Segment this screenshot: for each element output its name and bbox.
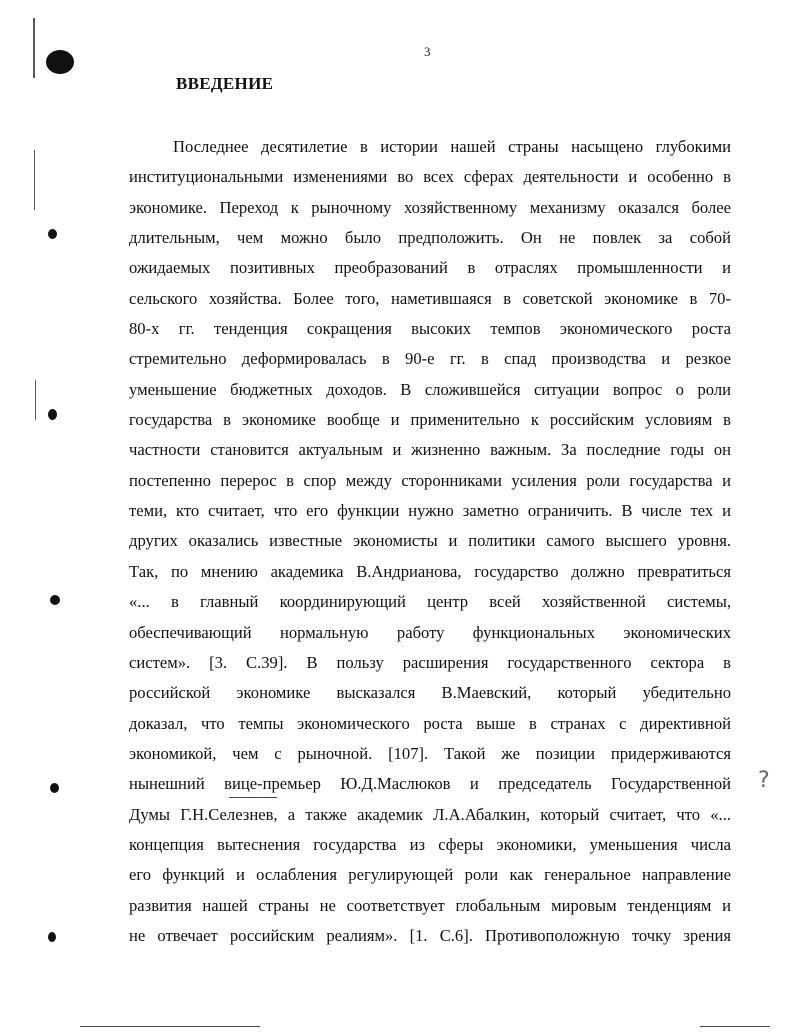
text-line: ожидаемых позитивных преобразований в отраслях промышленности и	[129, 258, 731, 278]
text-line: экономикой, чем с рыночной. [107]. Такой же позиции придерживаются	[129, 743, 731, 763]
text-line: развития нашей страны не соответствует глобальным мировым тенденциям и	[129, 895, 731, 915]
text-line: Последнее десятилетие в истории нашей страны насыщено глубокими	[173, 137, 731, 156]
text-line: государства в экономике вообще и применительно к российским условиям в	[129, 410, 731, 430]
text-line: систем». [3. С.39]. В пользу расширения государственного сектора в	[129, 652, 731, 672]
text-line: Думы Г.Н.Селезнев, а также академик Л.А.Абалкин, который считает, что «...	[129, 804, 731, 824]
section-heading: ВВЕДЕНИЕ	[176, 74, 274, 93]
binder-hole-5	[50, 783, 59, 793]
text-line: нынешний вице-премьер Ю.Д.Маслюков и председатель Государственной	[129, 774, 731, 794]
text-line: Так, по мнению академика В.Андрианова, государство должно превратиться	[129, 561, 731, 581]
margin-rule-top	[33, 18, 35, 78]
text-line: институциональными изменениями во всех сферах деятельности и особенно в	[129, 167, 731, 187]
text-line: концепция вытеснения государства из сферы экономики, уменьшения числа	[129, 834, 731, 854]
body-paragraph	[129, 132, 731, 951]
text-line: длительным, чем можно было предположить. Он не повлек за собой	[129, 228, 731, 248]
text-line: доказал, что темпы экономического роста выше в странах с директивной	[129, 713, 731, 733]
margin-rule-low	[35, 380, 36, 420]
text-line: стремительно деформировалась в 90-е гг. в спад производства и резкое	[129, 349, 731, 369]
text-line: «... в главный координирующий центр всей хозяйственной системы,	[129, 592, 731, 612]
footer-rule-right	[700, 1026, 770, 1027]
binder-hole-3	[48, 409, 57, 420]
binder-hole-6	[48, 932, 56, 942]
margin-rule-mid	[34, 150, 35, 210]
margin-question-mark: ?	[758, 768, 770, 793]
text-line: постепенно перерос в спор между сторонниками усиления роли государства и	[129, 470, 731, 490]
text-line: обеспечивающий нормальную работу функциональных экономических	[129, 622, 731, 642]
binder-hole-4	[50, 595, 60, 605]
text-line: не отвечает российским реалиям». [1. С.6]. Противоположную точку зрения	[129, 925, 731, 945]
text-line: теми, кто считает, что его функции нужно заметно ограничить. В числе тех и	[129, 501, 731, 521]
footer-rule-left	[80, 1026, 260, 1027]
text-line: уменьшение бюджетных доходов. В сложившейся ситуации вопрос о роли	[129, 379, 731, 399]
text-line: сельского хозяйства. Более того, наметившаяся в советской экономике в 70-	[129, 288, 731, 308]
text-line: его функций и ослабления регулирующей роли как генеральное направление	[129, 865, 731, 885]
text-line: других оказались известные экономисты и политики самого высшего уровня.	[129, 531, 731, 551]
page-number: 3	[424, 44, 431, 59]
text-line: российской экономике высказался В.Маевский, который убедительно	[129, 683, 731, 703]
binder-hole-1	[46, 50, 74, 74]
text-line: экономике. Переход к рыночному хозяйственному механизму оказался более	[129, 197, 731, 217]
text-line: частности становится актуальным и жизненно важным. За последние годы он	[129, 440, 731, 460]
binder-hole-2	[48, 229, 57, 239]
text-line: 80-х гг. тенденция сокращения высоких темпов экономического роста	[129, 319, 731, 339]
